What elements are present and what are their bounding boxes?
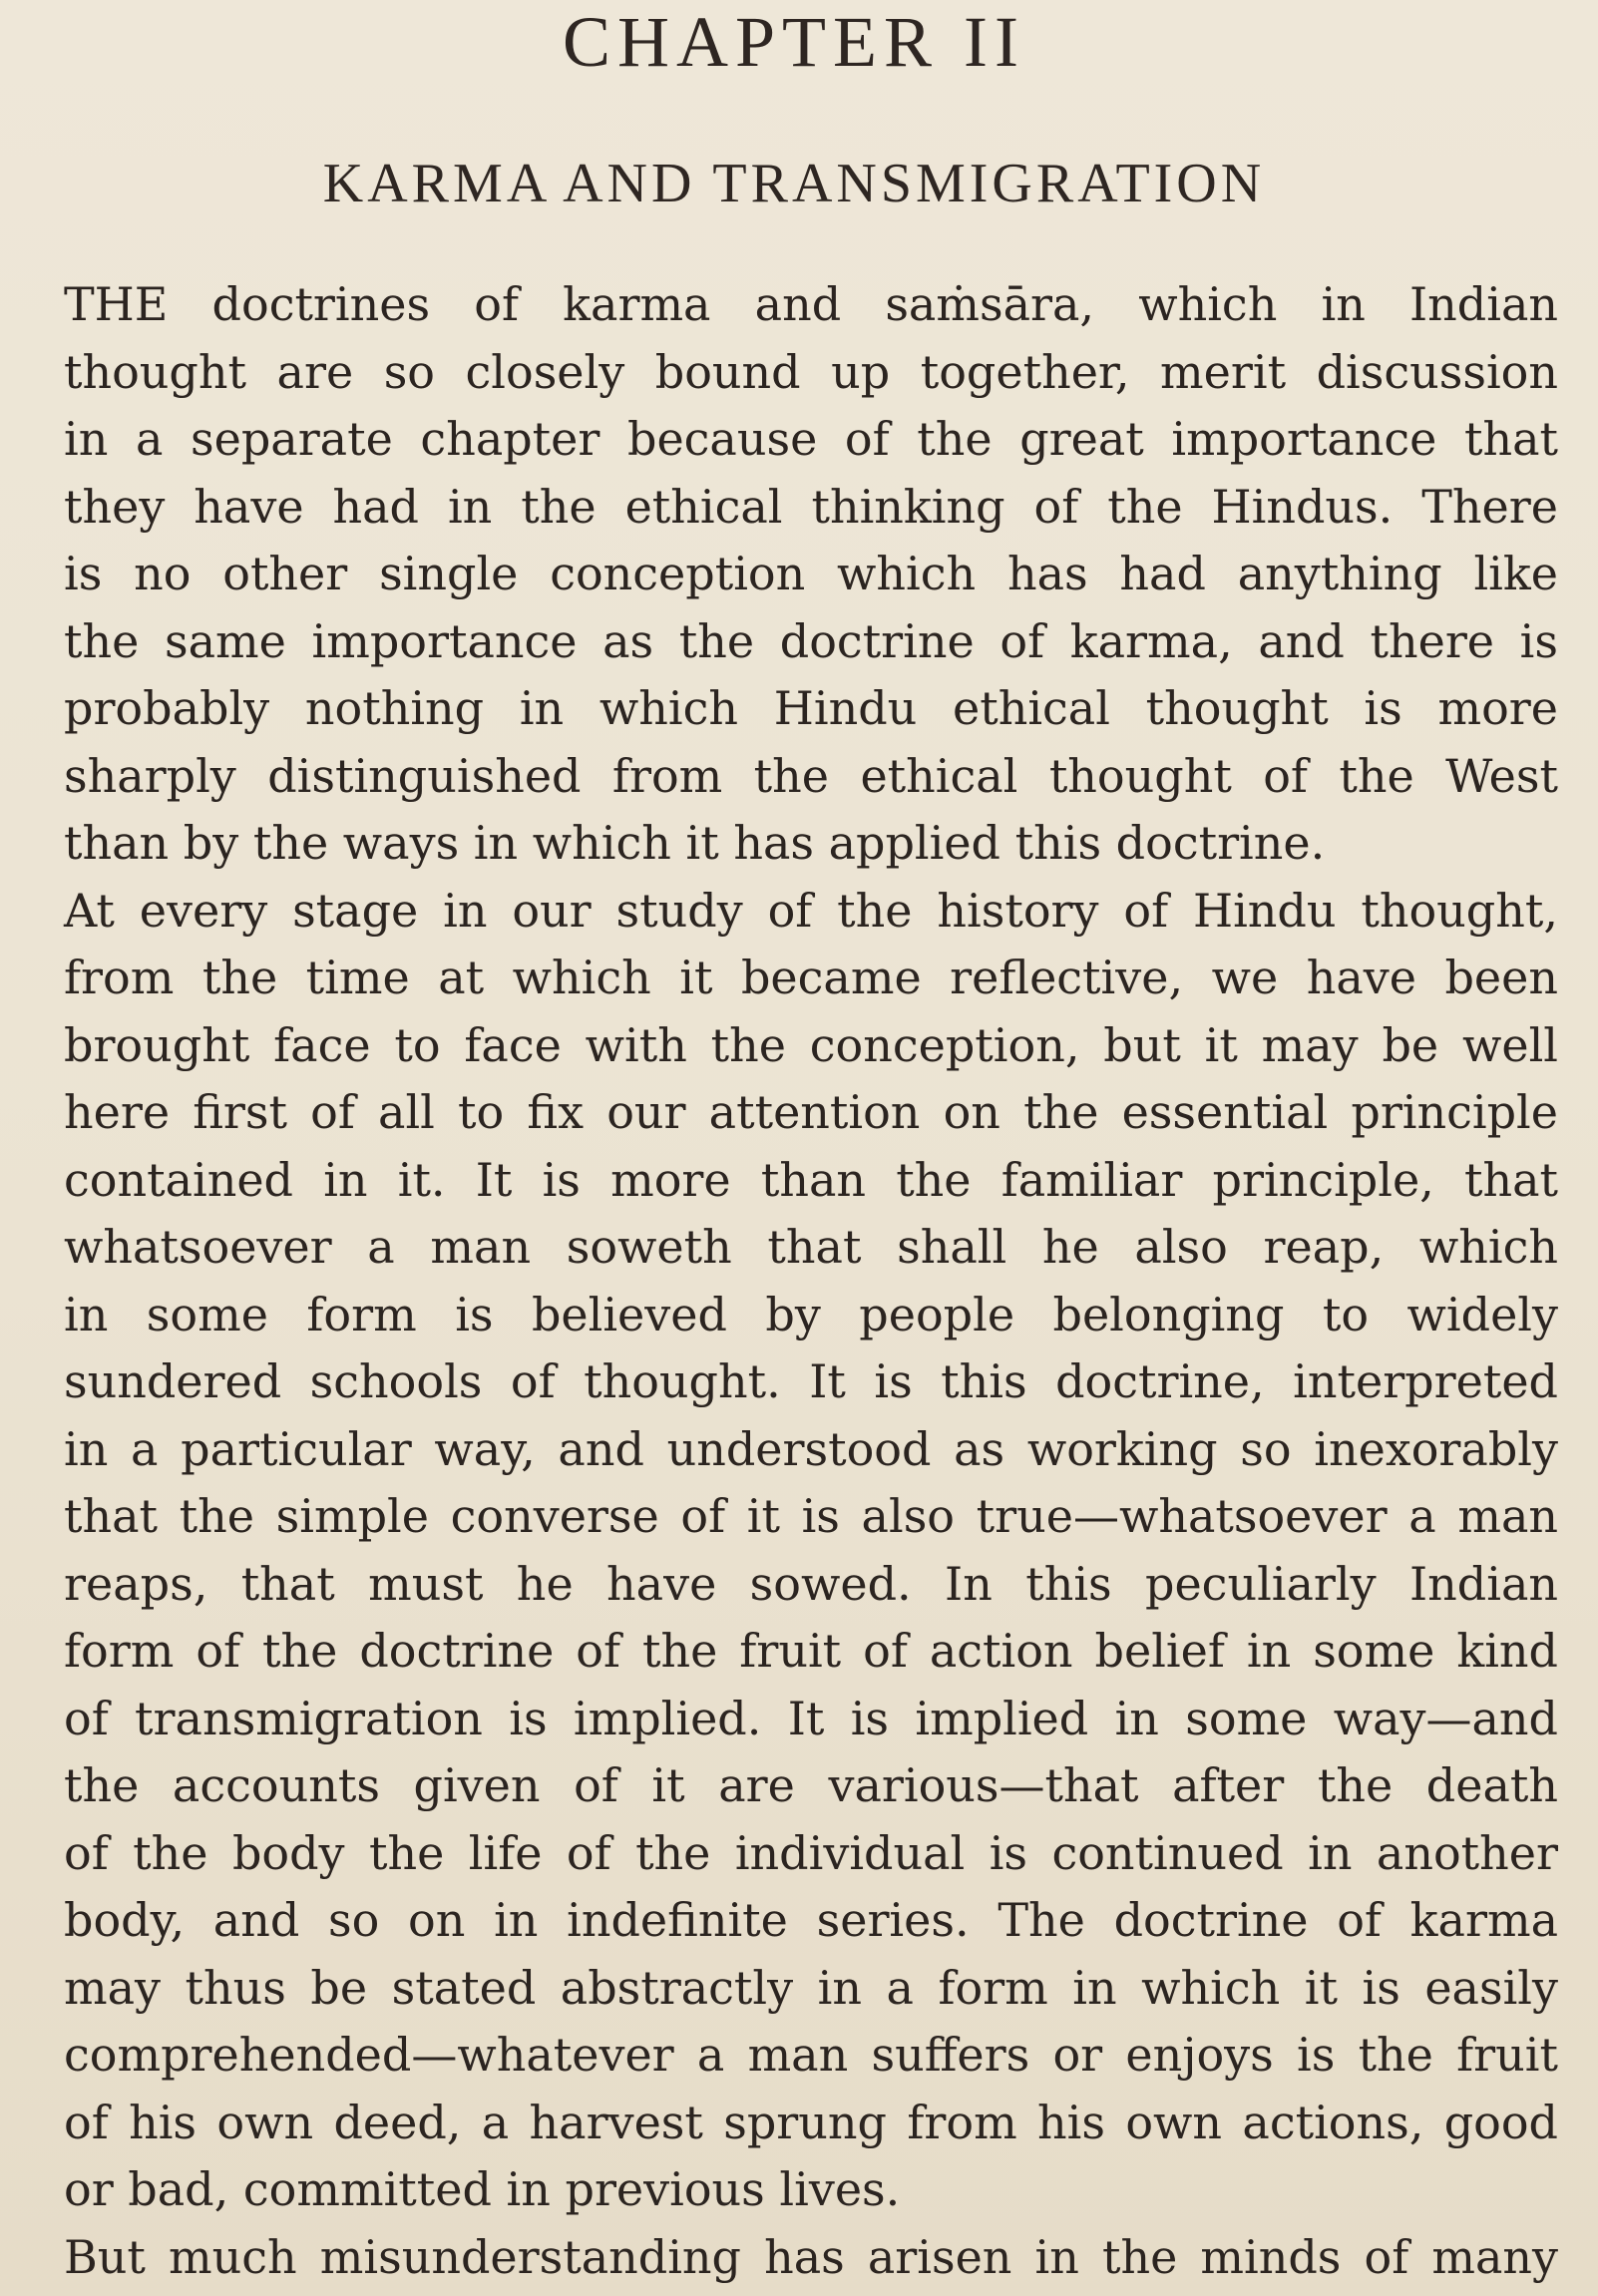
text-line: the accounts given of it are various—that after the death <box>64 1758 1558 1812</box>
text-line: in a separate chapter because of the great importance that <box>64 412 1558 466</box>
text-line: sundered schools of thought. It is this doctrine, interpreted <box>64 1354 1558 1408</box>
text-line: whatsoever a man soweth that shall he also reap, which <box>64 1220 1558 1274</box>
text-line: comprehended—whatever a man suffers or enjoys is the fruit <box>64 2028 1558 2082</box>
text-line: reaps, that must he have sowed. In this peculiarly Indian <box>64 1556 1558 1611</box>
text-line: in some form is believed by people belonging to widely <box>64 1287 1558 1341</box>
text-line: that the simple converse of it is also true—whatsoever a man <box>64 1489 1558 1543</box>
body-text <box>30 271 1558 2291</box>
text-line: contained in it. It is more than the familiar principle, that <box>64 1152 1558 1207</box>
text-line: body, and so on in indefinite series. The doctrine of karma <box>64 1893 1558 1947</box>
text-line: the same importance as the doctrine of karma, and there is <box>64 613 1558 668</box>
text-line: sharply distinguished from the ethical thought of the West <box>64 748 1558 803</box>
paragraph-3 <box>30 2224 1558 2292</box>
text-line: brought face to face with the conception, but it may be well <box>64 1017 1558 1072</box>
text-line: here first of all to fix our attention on the essential principle <box>64 1085 1558 1139</box>
paragraph-2 <box>30 878 1558 2224</box>
text-line: thought are so closely bound up together, merit discussion <box>64 344 1558 399</box>
text-line: THE doctrines of karma and saṁsāra, which in Indian <box>64 277 1558 331</box>
text-line: may thus be stated abstractly in a form in which it is easily <box>64 1960 1558 2015</box>
chapter-heading: CHAPTER II <box>563 2 1025 82</box>
chapter-title: KARMA AND TRANSMIGRATION <box>322 153 1266 214</box>
text-line: But much misunderstanding has arisen in the minds of many <box>64 2229 1558 2284</box>
text-line: or bad, committed in previous lives. <box>64 2162 901 2216</box>
text-line: probably nothing in which Hindu ethical thought is more <box>64 681 1558 735</box>
text-line: is no other single conception which has had anything like <box>64 547 1558 600</box>
text-line: of his own deed, a harvest sprung from his own actions, good <box>64 2095 1558 2149</box>
text-line: they have had in the ethical thinking of the Hindus. There <box>64 479 1558 534</box>
paragraph-1 <box>30 271 1558 878</box>
text-line: in a particular way, and understood as working so inexorably <box>64 1421 1558 1476</box>
text-line: from the time at which it became reflective, we have been <box>64 951 1558 1004</box>
text-line: than by the ways in which it has applied this doctrine. <box>64 816 1326 870</box>
text-line: of transmigration is implied. It is implied in some way—and <box>64 1691 1558 1745</box>
text-line: of the body the life of the individual is continued in another <box>64 1825 1558 1880</box>
text-line: form of the doctrine of the fruit of action belief in some kind <box>64 1624 1558 1678</box>
text-line: At every stage in our study of the history of Hindu thought, <box>64 883 1558 938</box>
